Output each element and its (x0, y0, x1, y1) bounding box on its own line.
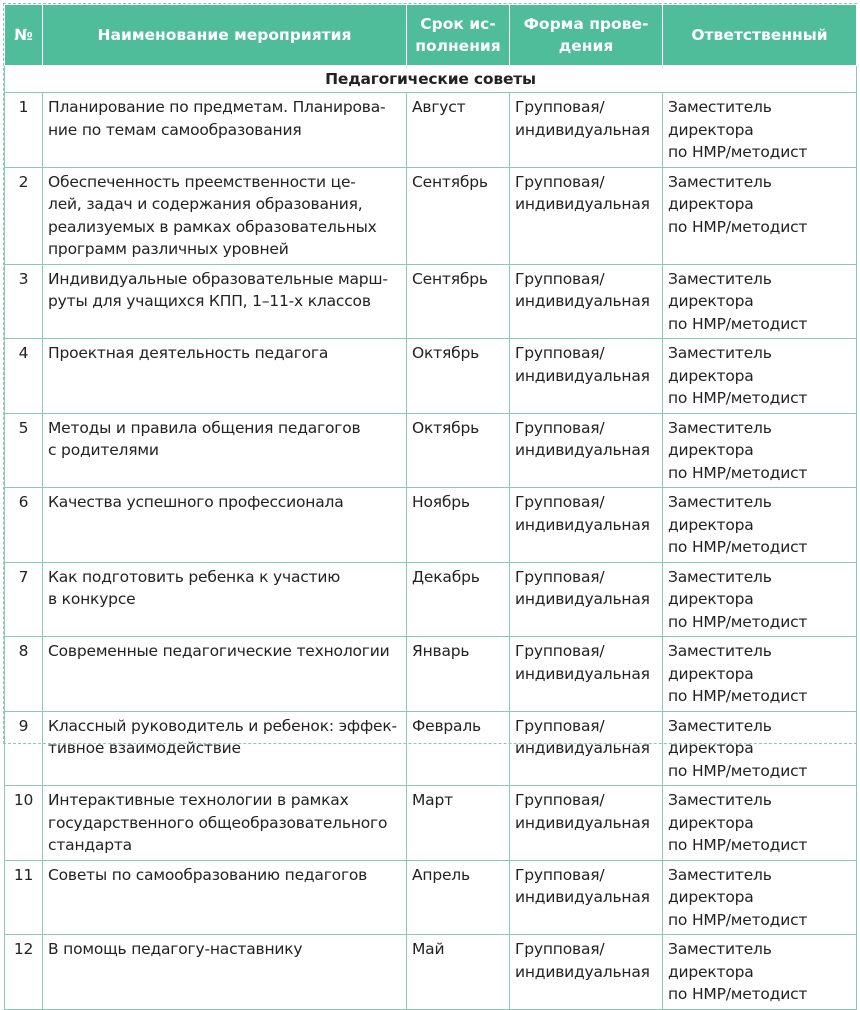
events-table (4, 4, 857, 1010)
table-row (5, 711, 857, 786)
row-name: Проектная деятельность педагога (43, 339, 407, 414)
row-term: Ноябрь (407, 488, 510, 563)
row-form: Групповая/ индивидуальная (510, 488, 663, 563)
row-form: Групповая/ индивидуальная (510, 935, 663, 1010)
row-term: Октябрь (407, 413, 510, 488)
row-term: Январь (407, 637, 510, 712)
row-num: 7 (5, 562, 43, 637)
header-responsible: Ответственный (663, 5, 857, 66)
section-title: Педагогические советы (5, 66, 857, 93)
row-responsible: Заместитель директора по НМР/методист (663, 264, 857, 339)
row-responsible: Заместитель директора по НМР/методист (663, 637, 857, 712)
row-term: Май (407, 935, 510, 1010)
table-row (5, 860, 857, 935)
row-responsible: Заместитель директора по НМР/методист (663, 93, 857, 168)
section-row (5, 66, 857, 93)
row-num: 12 (5, 935, 43, 1010)
row-form: Групповая/ индивидуальная (510, 264, 663, 339)
row-num: 11 (5, 860, 43, 935)
row-responsible: Заместитель директора по НМР/методист (663, 711, 857, 786)
row-form: Групповая/ индивидуальная (510, 167, 663, 264)
row-term: Октябрь (407, 339, 510, 414)
row-num: 10 (5, 786, 43, 861)
document-page (3, 3, 857, 1003)
row-responsible: Заместитель директора по НМР/методист (663, 935, 857, 1010)
row-responsible: Заместитель директора по НМР/методист (663, 488, 857, 563)
row-name: Индивидуальные образовательные марш- руты для учащихся КПП, 1–11-х классов (43, 264, 407, 339)
row-name: Как подготовить ребенка к участию в конкурсе (43, 562, 407, 637)
table-row (5, 167, 857, 264)
row-num: 5 (5, 413, 43, 488)
row-form: Групповая/ индивидуальная (510, 786, 663, 861)
table-row (5, 339, 857, 414)
row-num: 8 (5, 637, 43, 712)
row-term: Март (407, 786, 510, 861)
table-row (5, 413, 857, 488)
row-name: Обеспеченность преемственности це- лей, задач и содержания образования, реализуемых в рамках образовательных программ различных уровней (43, 167, 407, 264)
row-num: 4 (5, 339, 43, 414)
table-row (5, 562, 857, 637)
row-responsible: Заместитель директора по НМР/методист (663, 339, 857, 414)
row-responsible: Заместитель директора по НМР/методист (663, 860, 857, 935)
row-num: 6 (5, 488, 43, 563)
row-form: Групповая/ индивидуальная (510, 637, 663, 712)
row-term: Апрель (407, 860, 510, 935)
table-row (5, 935, 857, 1010)
row-num: 2 (5, 167, 43, 264)
row-num: 1 (5, 93, 43, 168)
row-name: Методы и правила общения педагогов с родителями (43, 413, 407, 488)
table-row (5, 786, 857, 861)
row-form: Групповая/ индивидуальная (510, 860, 663, 935)
row-name: Советы по самообразованию педагогов (43, 860, 407, 935)
table-row (5, 637, 857, 712)
header-term: Срок ис- полнения (407, 5, 510, 66)
table-row (5, 488, 857, 563)
table-row (5, 264, 857, 339)
header-name: Наименование мероприятия (43, 5, 407, 66)
row-form: Групповая/ индивидуальная (510, 339, 663, 414)
row-responsible: Заместитель директора по НМР/методист (663, 786, 857, 861)
row-term: Сентябрь (407, 264, 510, 339)
row-name: Интерактивные технологии в рамках государственного общеобразовательного стандарта (43, 786, 407, 861)
row-term: Сентябрь (407, 167, 510, 264)
row-responsible: Заместитель директора по НМР/методист (663, 167, 857, 264)
row-form: Групповая/ индивидуальная (510, 413, 663, 488)
row-form: Групповая/ индивидуальная (510, 711, 663, 786)
row-num: 9 (5, 711, 43, 786)
row-term: Август (407, 93, 510, 168)
row-name: Планирование по предметам. Планирова- ние по темам самообразования (43, 93, 407, 168)
row-term: Февраль (407, 711, 510, 786)
header-num: № (5, 5, 43, 66)
table-header-row (5, 5, 857, 66)
row-name: Качества успешного профессионала (43, 488, 407, 563)
row-responsible: Заместитель директора по НМР/методист (663, 413, 857, 488)
table-row (5, 93, 857, 168)
row-responsible: Заместитель директора по НМР/методист (663, 562, 857, 637)
row-form: Групповая/ индивидуальная (510, 562, 663, 637)
row-term: Декабрь (407, 562, 510, 637)
row-name: Классный руководитель и ребенок: эффек- тивное взаимодействие (43, 711, 407, 786)
row-name: В помощь педагогу-наставнику (43, 935, 407, 1010)
header-form: Форма прове- дения (510, 5, 663, 66)
row-num: 3 (5, 264, 43, 339)
row-form: Групповая/ индивидуальная (510, 93, 663, 168)
row-name: Современные педагогические технологии (43, 637, 407, 712)
